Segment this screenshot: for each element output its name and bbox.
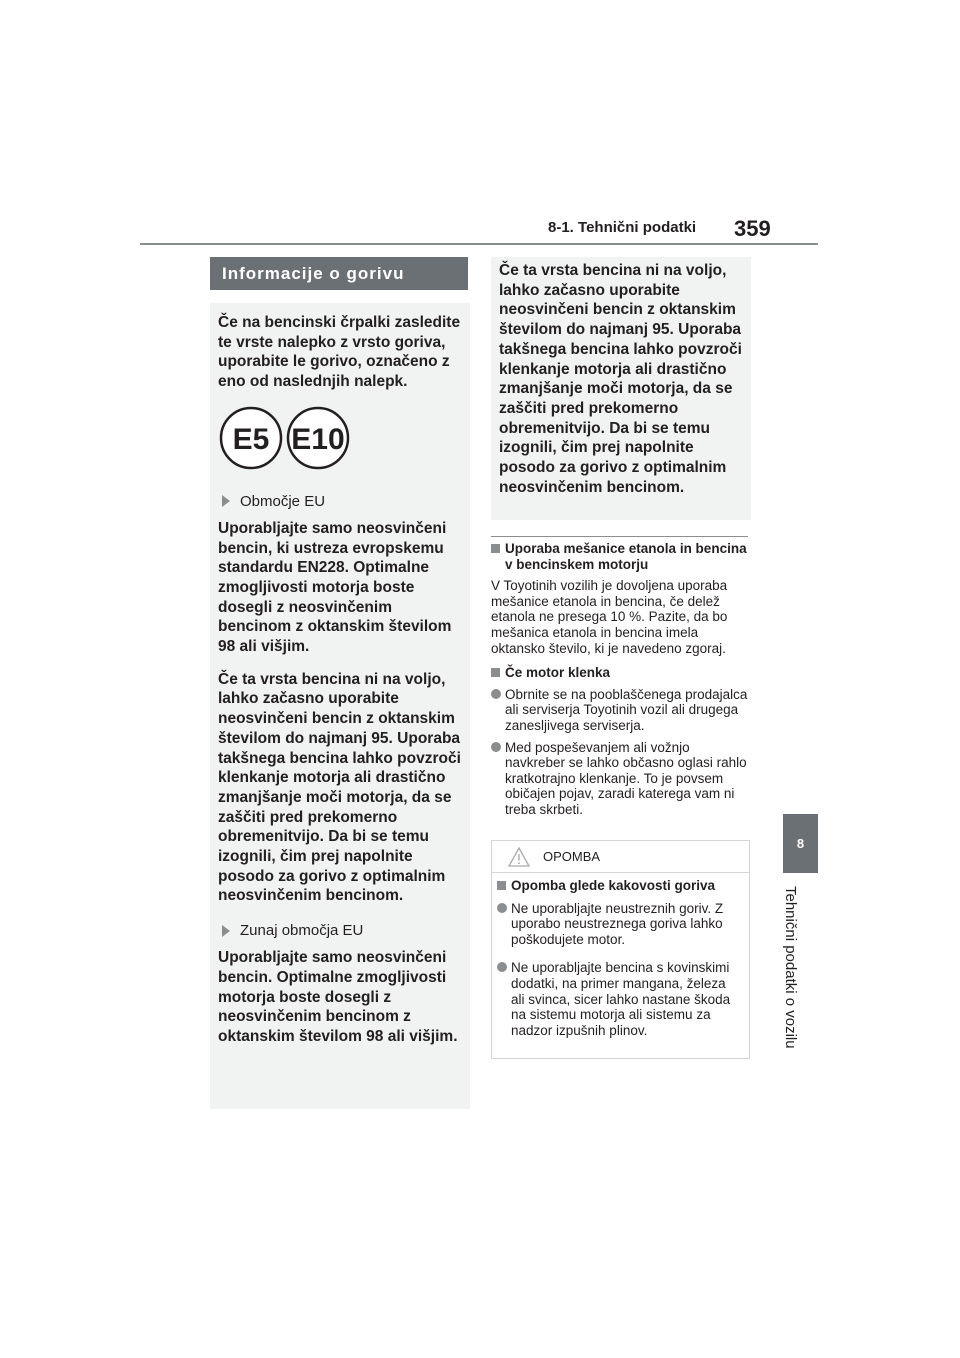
chapter-label: Tehnični podatki o vozilu [782,886,799,1049]
eu-text: Uporabljajte samo neosvinčeni bencin, ki ustreza evropskemu standardu EN228. Optimalne zmogljivosti motorja boste dosegli z neosvinčenim bencinom z oktanskim številom 98 ali višjim. [218,519,452,656]
header-divider [140,243,818,245]
notice-box [491,840,750,1059]
knocking-heading-label: Če motor klenka [505,665,611,681]
eu-warning: Če ta vrsta bencina ni na voljo, lahko začasno uporabite neosvinčeni bencin z oktanskim številom do najmanj 95. Uporaba takšnega bencina lahko povzroči klenkanje motorja ali drastično zmanjšanje moči motorja, da se zaščiti pred prekomerno obremenitvijo. Da bi se temu izognili, čim prej napolnite posodo za gorivo z optimalnim neosvinčenim bencinom. [218,670,461,905]
supplementary-info [491,541,753,818]
knocking-item-2: Med pospeševanjem ali vožnjo navkreber se lahko občasno oglasi rahlo kratkotrajno klenkanje. To je povsem običajen pojav, zaradi katerega vam ni treba skrbeti. [505,739,747,817]
list-item [491,740,753,818]
list-item [497,901,749,948]
notice-heading-label: Opomba glede kakovosti goriva [511,878,716,893]
notice-item-2: Ne uporabljajte bencina s kovinskimi dodatki, na primer mangana, železa ali svinca, sicer lahko nastane škoda na sistemu motorja ali sistemu za nadzor izpušnih plinov. [511,960,731,1038]
dot-bullet-icon [497,903,507,913]
non-eu-heading [218,922,462,939]
fuel-info-panel-continued [491,257,751,520]
dot-bullet-icon [491,742,501,752]
non-eu-text: Uporabljajte samo neosvinčeni bencin. Optimalne zmogljivosti motorja boste dosegli z neosvinčenim bencinom z oktanskim številom 98 ali višjim. [218,949,458,1045]
fuel-label-badges [218,406,353,470]
page-title: Informacije o gorivu [210,257,468,290]
ethanol-heading [491,541,753,572]
eu-heading [218,493,462,510]
section-divider [491,536,748,537]
notice-heading [497,878,749,894]
page-number: 359 [734,216,771,241]
square-bullet-icon [497,881,506,890]
non-eu-heading-label: Zunaj območja EU [240,922,364,940]
list-item [491,687,753,734]
chapter-tab[interactable]: 8 [783,814,818,873]
notice-header [492,841,749,873]
notice-item-1: Ne uporabljajte neustreznih goriv. Z uporabo neustreznega goriva lahko poškodujete motor. [511,900,724,947]
ethanol-heading-label: Uporaba mešanice etanola in bencina v bencinskem motorju [505,541,747,572]
notice-content [492,873,749,1038]
warning-triangle-icon [508,847,530,867]
section-title: 8-1. Tehnični podatki [548,219,697,236]
continued-text: Če ta vrsta bencina ni na voljo, lahko začasno uporabite neosvinčeni bencin z oktanskim številom do najmanj 95. Uporaba takšnega bencina lahko povzroči klenkanje motorja ali drastično zmanjšanje moči motorja, da se zaščiti pred prekomerno obremenitvijo. Da bi se temu izognili, čim prej napolnite posodo za gorivo z optimalnim neosvinčenim bencinom. [499,262,742,496]
eu-heading-label: Območje EU [240,492,326,510]
badge-e10: E10 [291,422,345,456]
square-bullet-icon [491,544,500,553]
fuel-info-panel [210,303,470,1109]
ethanol-text: V Toyotinih vozilih je dovoljena uporaba mešanice etanola in bencina, če delež etanola ne presega 10 %. Pazite, da bo mešanica etanola in bencina imela oktansko število, ki je navedeno zgoraj. [491,578,728,656]
dot-bullet-icon [497,962,507,972]
knocking-item-1: Obrnite se na pooblaščenega prodajalca ali serviserja Toyotinih vozil ali drugega zanesljivega serviserja. [505,686,748,733]
square-bullet-icon [491,668,500,677]
list-item [497,960,749,1038]
intro-text: Če na bencinski črpalki zasledite te vrste nalepko z vrsto goriva, uporabite le gorivo, označeno z eno od naslednjih nalepk. [218,314,461,391]
badge-e5: E5 [232,422,270,456]
triangle-bullet-icon [222,925,230,937]
knocking-heading [491,665,753,681]
dot-bullet-icon [491,689,501,699]
triangle-bullet-icon [222,495,230,507]
notice-label: OPOMBA [543,849,601,864]
